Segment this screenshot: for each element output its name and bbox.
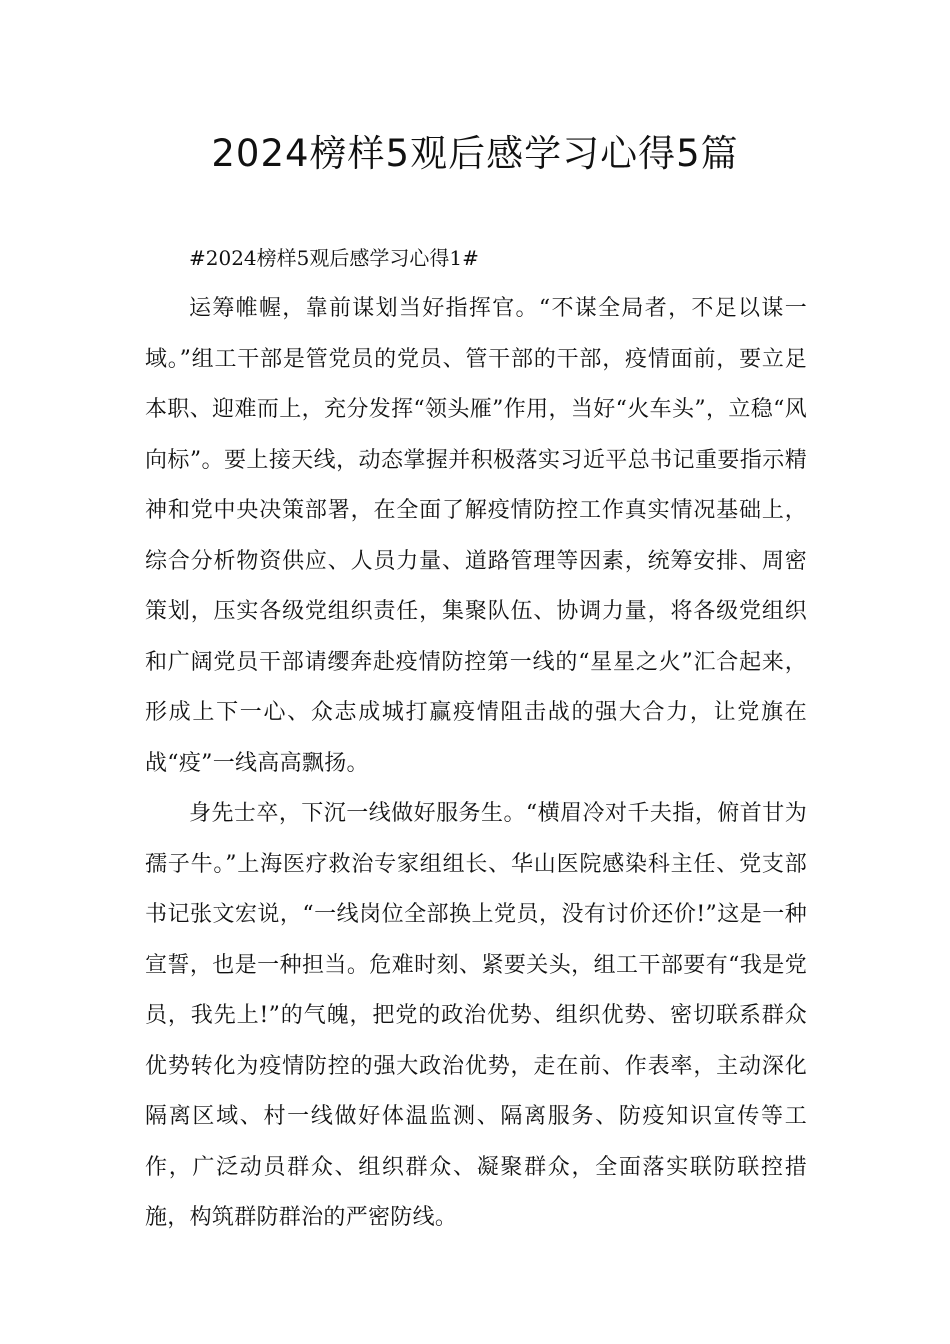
section-heading: #2024榜样5观后感学习心得1# xyxy=(189,246,479,270)
paragraph-1: 运筹帷幄，靠前谋划当好指挥官。“不谋全局者，不足以谋一域。”组工干部是管党员的党员、管干部的干部，疫情面前，要立足本职、迎难而上，充分发挥“领头雁”作用，当好“火车头”，立稳“风向标”。要上接天线，动态掌握并积极落实习近平总书记重要指示精神和党中央决策部署，在全面了解疫情防控工作真实情况基础上，综合分析物资供应、人员力量、道路管理等因素，统筹安排、周密策划，压实各级党组织责任，集聚队伍、协调力量，将各级党组织和广阔党员干部请缨奔赴疫情防控第一线的“星星之火”汇合起来，形成上下一心、众志成城打赢疫情阻击战的强大合力，让党旗在战“疫”一线高高飘扬。 xyxy=(145,296,807,776)
document-body xyxy=(145,232,807,1244)
paragraph-2: 身先士卒，下沉一线做好服务生。“横眉冷对千夫指，俯首甘为孺子牛。”上海医疗救治专家组组长、华山医院感染科主任、党支部书记张文宏说，“一线岗位全部换上党员，没有讨价还价!”这是一种宣誓，也是一种担当。危难时刻、紧要关头，组工干部要有“我是党员，我先上!”的气魄，把党的政治优势、组织优势、密切联系群众优势转化为疫情防控的强大政治优势，走在前、作表率，主动深化隔离区域、村一线做好体温监测、隔离服务、防疫知识宣传等工作，广泛动员群众、组织群众、凝聚群众，全面落实联防联控措施，构筑群防群治的严密防线。 xyxy=(145,801,807,1230)
document-title: 2024榜样5观后感学习心得5篇 xyxy=(211,132,739,175)
